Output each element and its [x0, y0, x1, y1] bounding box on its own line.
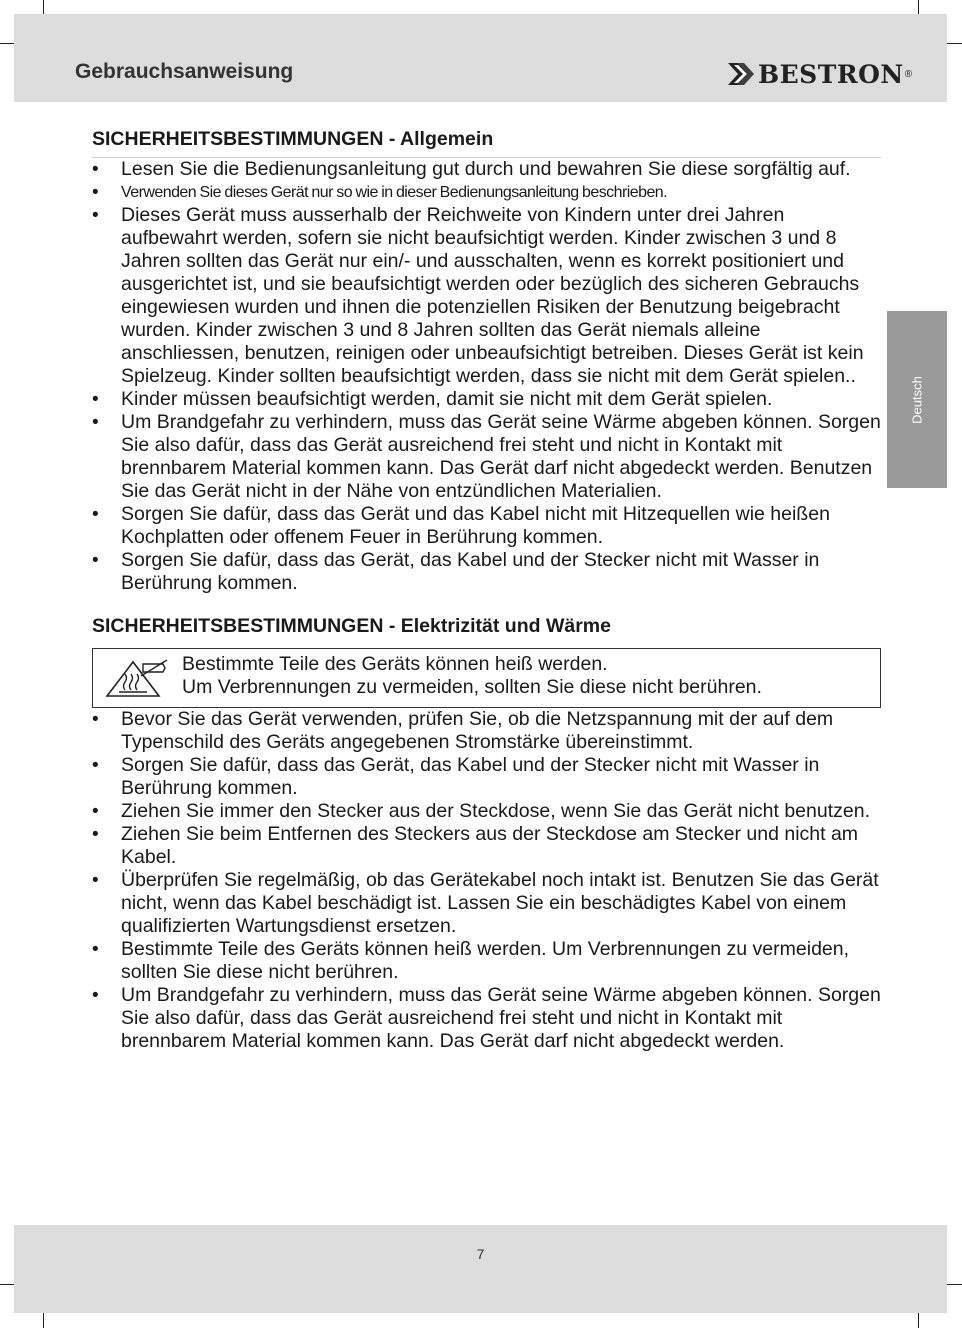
language-tab-label: Deutsch — [909, 375, 925, 424]
section-heading-general: SICHERHEITSBESTIMMUNGEN - Allgemein — [92, 128, 881, 158]
list-item: • Sorgen Sie dafür, dass das Gerät, das Kabel und der Stecker nicht mit Wasser in Berührung kommen. — [92, 754, 881, 800]
warning-line: Um Verbrennungen zu vermeiden, sollten Sie diese nicht berühren. — [182, 676, 762, 698]
list-item: • Bestimmte Teile des Geräts können heiß werden. Um Verbrennungen zu vermeiden, sollten Sie diese nicht berühren. — [92, 938, 881, 984]
hot-surface-warning — [92, 648, 881, 708]
warning-line: Bestimmte Teile des Geräts können heiß werden. — [182, 653, 608, 675]
list-item: • Sorgen Sie dafür, dass das Gerät, das Kabel und der Stecker nicht mit Wasser in Berührung kommen. — [92, 549, 881, 595]
list-item: • Verwenden Sie dieses Gerät nur so wie in dieser Bedienungsanleitung beschrieben. — [92, 181, 881, 204]
language-tab — [887, 311, 947, 488]
logo-text: BESTRON — [758, 59, 904, 89]
logo-registered-mark: ® — [904, 68, 913, 80]
list-item: • Überprüfen Sie regelmäßig, ob das Gerätekabel noch intakt ist. Benutzen Sie das Gerät nicht, wenn das Kabel beschädigt ist. Lassen Sie ein beschädigtes Kabel von einem qualifizierten Wartungsdienst ersetzen. — [92, 869, 881, 938]
bestron-logo — [726, 56, 912, 92]
hot-surface-warning-icon — [103, 656, 169, 700]
page-title: Gebrauchsanweisung — [75, 60, 294, 83]
list-item: • Um Brandgefahr zu verhindern, muss das Gerät seine Wärme abgeben können. Sorgen Sie also dafür, dass das Gerät ausreichend frei steht und nicht in Kontakt mit brennbarem Material kommen kann. Das Gerät darf nicht abgedeckt werden. — [92, 984, 881, 1053]
section-heading-electric: SICHERHEITSBESTIMMUNGEN - Elektrizität und Wärme — [92, 615, 611, 637]
list-item: • Ziehen Sie beim Entfernen des Steckers aus der Steckdose am Stecker und nicht am Kabel. — [92, 823, 881, 869]
footer-band — [14, 1225, 947, 1313]
warning-text — [182, 653, 762, 699]
list-item: • Lesen Sie die Bedienungsanleitung gut durch und bewahren Sie diese sorgfältig auf. — [92, 158, 881, 181]
electric-safety-list — [92, 708, 881, 1053]
list-item: • Ziehen Sie immer den Stecker aus der Steckdose, wenn Sie das Gerät nicht benutzen. — [92, 800, 881, 823]
list-item: • Sorgen Sie dafür, dass das Gerät und das Kabel nicht mit Hitzequellen wie heißen Kochplatten oder offenem Feuer in Berührung kommen. — [92, 503, 881, 549]
list-item: • Dieses Gerät muss ausserhalb der Reichweite von Kindern unter drei Jahren aufbewahrt werden, sofern sie nicht beaufsichtigt werden. Kinder zwischen 3 und 8 Jahren sollten das Gerät nur ein/- und ausschalten, wenn es korrekt positioniert und ausgerichtet ist, und sie beaufsichtigt werden oder bezüglich des sicheren Gebrauchs eingewiesen wurden und ihnen die potenziellen Risiken der Benutzung beigebracht wurden. Kinder zwischen 3 und 8 Jahren sollten das Gerät niemals alleine anschliessen, benutzen, reinigen oder unbeaufsichtigt betreiben. Dieses Gerät ist kein Spielzeug. Kinder sollten beaufsichtigt werden, dass sie nicht mit dem Gerät spielen.. — [92, 204, 881, 388]
page-number: 7 — [476, 1246, 485, 1262]
list-item: • Bevor Sie das Gerät verwenden, prüfen Sie, ob die Netzspannung mit der auf dem Typenschild des Geräts angegebenen Stromstärke übereinstimmt. — [92, 708, 881, 754]
general-safety-list — [92, 158, 881, 595]
list-item: • Um Brandgefahr zu verhindern, muss das Gerät seine Wärme abgeben können. Sorgen Sie also dafür, dass das Gerät ausreichend frei steht und nicht in Kontakt mit brennbarem Material kommen kann. Das Gerät darf nicht abgedeckt werden. Benutzen Sie das Gerät nicht in der Nähe von entzündlichen Materialien. — [92, 411, 881, 503]
page-content — [92, 128, 881, 1053]
logo-chevron-icon — [726, 59, 756, 89]
list-item: • Kinder müssen beaufsichtigt werden, damit sie nicht mit dem Gerät spielen. — [92, 388, 881, 411]
